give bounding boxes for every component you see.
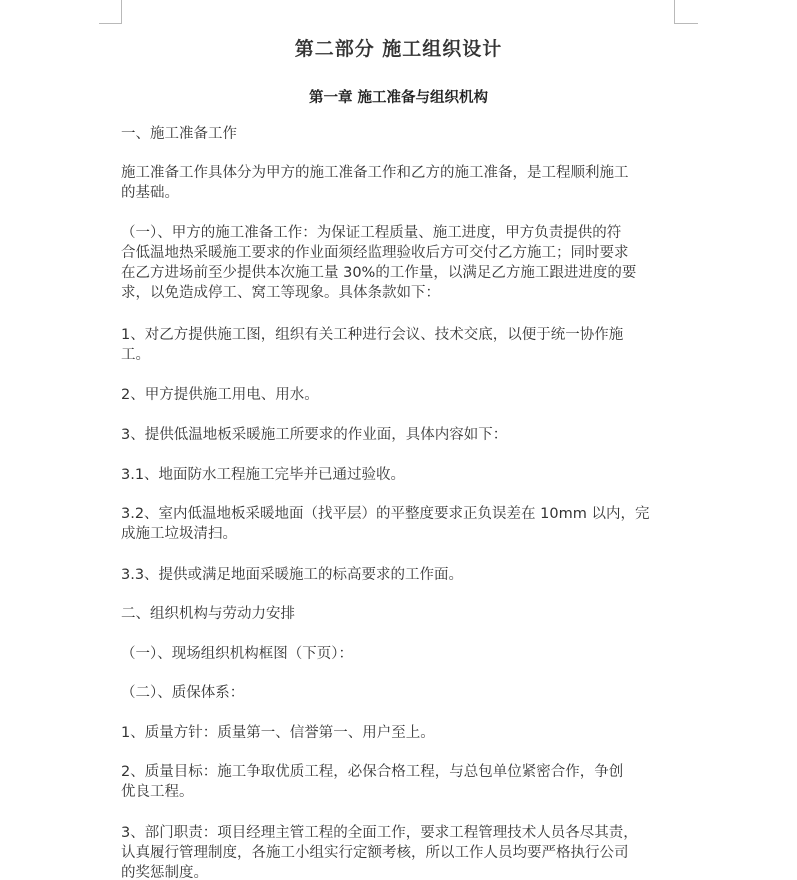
paragraph (121, 644, 677, 664)
paragraph-line: 施工准备工作具体分为甲方的施工准备工作和乙方的施工准备，是工程顺利施工 (121, 165, 629, 181)
crop-mark-top-right-horizontal (674, 23, 698, 24)
paragraph-line: 优良工程。 (121, 784, 194, 800)
paragraph-line: 1、质量方针：质量第一、信誉第一、用户至上。 (121, 725, 435, 741)
crop-mark-top-right-vertical (674, 0, 675, 24)
paragraph-line: 1、对乙方提供施工图，组织有关工种进行会议、技术交底，以便于统一协作施 (121, 327, 624, 343)
paragraph (121, 325, 677, 365)
paragraph-line: 求，以免造成停工、窝工等现象。具体条款如下： (121, 285, 440, 301)
paragraph-line: 在乙方进场前至少提供本次施工量 30%的工作量，以满足乙方施工跟进进度的要 (121, 265, 637, 281)
paragraph (121, 683, 677, 703)
paragraph (121, 604, 677, 624)
document-title: 第二部分 施工组织设计 (294, 38, 503, 60)
paragraph-line: 的奖惩制度。 (121, 865, 208, 880)
paragraph-line: 工。 (121, 347, 150, 363)
paragraph (121, 124, 677, 144)
paragraph-line: 2、甲方提供施工用电、用水。 (121, 387, 319, 403)
paragraph-line: （二）、质保体系： (121, 685, 245, 701)
paragraph-line: 一、施工准备工作 (121, 126, 237, 142)
crop-mark-top-left-horizontal (99, 23, 122, 24)
paragraph-line: 3.3、提供或满足地面采暖施工的标高要求的工作面。 (121, 567, 464, 583)
paragraph-line: 3、提供低温地板采暖施工所要求的作业面，具体内容如下： (121, 427, 508, 443)
paragraph-line: （一）、现场组织机构框图（下页）： (121, 646, 353, 662)
paragraph (121, 223, 677, 303)
paragraph (121, 425, 677, 445)
paragraph (121, 465, 677, 485)
crop-mark-top-left-vertical (121, 0, 122, 24)
paragraph (121, 385, 677, 405)
paragraph-line: 二、组织机构与劳动力安排 (121, 606, 295, 622)
paragraph-line: 成施工垃圾清扫。 (121, 526, 237, 542)
paragraph (121, 723, 677, 743)
paragraph-line: 认真履行管理制度，各施工小组实行定额考核，所以工作人员均要严格执行公司 (121, 845, 629, 861)
paragraph-line: 的基础。 (121, 185, 179, 201)
paragraph-line: 3.2、室内低温地板采暖地面（找平层）的平整度要求正负误差在 10mm 以内，完 (121, 506, 650, 522)
paragraph-line: （一）、甲方的施工准备工作：为保证工程质量、施工进度，甲方负责提供的符 (121, 225, 622, 241)
paragraph (121, 565, 677, 585)
paragraph-line: 合低温地热采暖施工要求的作业面须经监理验收后方可交付乙方施工；同时要求 (121, 245, 629, 261)
paragraph-line: 2、质量目标：施工争取优质工程，必保合格工程，与总包单位紧密合作，争创 (121, 764, 624, 780)
paragraph (121, 504, 677, 544)
paragraph (121, 823, 677, 880)
paragraph-line: 3、部门职责：项目经理主管工程的全面工作，要求工程管理技术人员各尽其责， (121, 825, 638, 841)
paragraph (121, 163, 677, 203)
paragraph-line: 3.1、地面防水工程施工完毕并已通过验收。 (121, 467, 406, 483)
chapter-heading: 第一章 施工准备与组织机构 (308, 89, 489, 106)
paragraph (121, 762, 677, 802)
